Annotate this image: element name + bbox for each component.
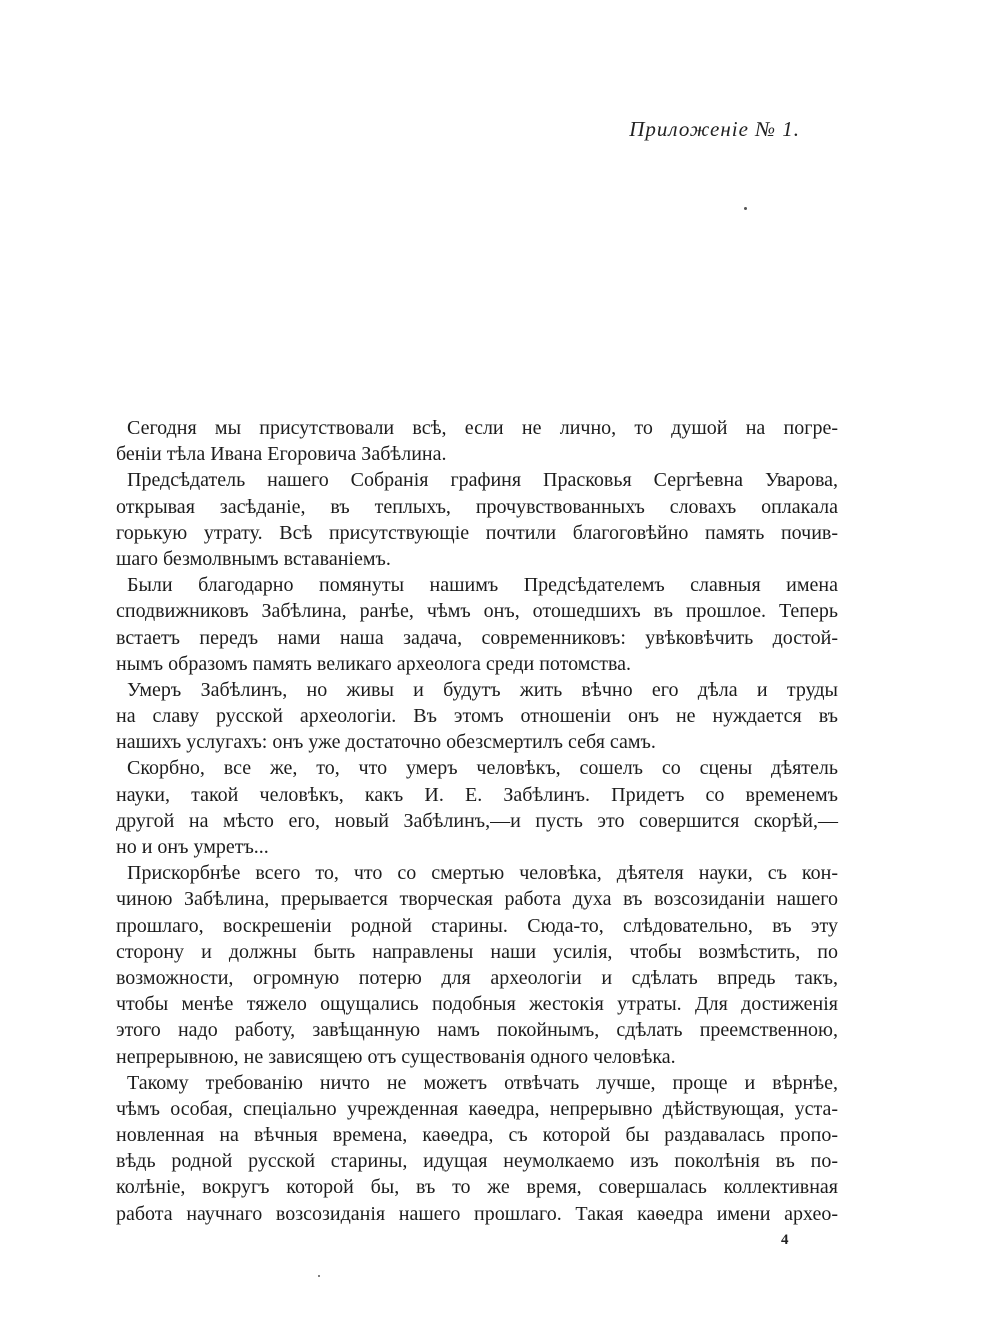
text-line: Умеръ Забѣлинъ, но живы и будутъ жить вѣчно его дѣла и труды bbox=[127, 678, 838, 701]
text-line: Предсѣдатель нашего Собранія графиня Прасковья Сергѣевна Уварова, bbox=[127, 469, 838, 492]
text-line: горькую утрату. Всѣ присутствующіе почтили благоговѣйно память почив- bbox=[116, 521, 838, 544]
text-line: работа научнаго возсозиданія нашего прошлаго. Такая каѳедра имени архео- bbox=[116, 1202, 838, 1225]
text-line: Были благодарно помянуты нашимъ Предсѣдателемъ славныя имена bbox=[127, 574, 838, 597]
text-line: чиною Забѣлина, прерывается творческая работа духа въ возсозиданіи нашего bbox=[116, 888, 838, 911]
text-line: нашихъ услугахъ: онъ уже достаточно обезсмертилъ себя самъ. bbox=[116, 731, 656, 754]
text-line: другой на мѣсто его, новый Забѣлинъ,—и пусть это совершится скорѣй,— bbox=[116, 809, 838, 832]
text-line: колѣніе, вокругъ которой бы, въ то же время, совершалась коллективная bbox=[116, 1176, 838, 1199]
print-speck bbox=[318, 1275, 320, 1277]
text-line: этого надо работу, завѣщанную намъ покойнымъ, сдѣлать преемственною, bbox=[116, 1019, 838, 1042]
text-line: шаго безмолвнымъ вставаніемъ. bbox=[116, 547, 391, 570]
text-line: на славу русской археологіи. Въ этомъ отношеніи онъ не нуждается въ bbox=[116, 705, 838, 728]
text-line: новленная на вѣчныя времена, каѳедра, съ которой бы раздавалась пропо- bbox=[116, 1124, 838, 1147]
paragraph bbox=[116, 860, 838, 1070]
text-line: Сегодня мы присутствовали всѣ, если не лично, то душой на погре- bbox=[127, 417, 838, 439]
appendix-heading: Приложеніе № 1. bbox=[629, 117, 800, 141]
text-line: Прискорбнѣе всего то, что со смертью человѣка, дѣятеля науки, съ кон- bbox=[127, 862, 838, 885]
text-line: чтобы менѣе тяжело ощущались подобныя жестокія утраты. Для достиженія bbox=[116, 993, 838, 1016]
paragraph bbox=[116, 1070, 838, 1227]
text-line: Скорбно, все же, то, что умеръ человѣкъ, сошелъ со сцены дѣятель bbox=[127, 757, 838, 780]
text-line: вѣдь родной русской старины, идущая неумолкаемо изъ поколѣнія въ по- bbox=[116, 1150, 838, 1173]
paragraph bbox=[116, 677, 838, 756]
page-number: 4 bbox=[781, 1232, 789, 1248]
text-line: Такому требованію ничто не можетъ отвѣчать лучше, проще и вѣрнѣе, bbox=[127, 1071, 838, 1094]
text-line: сподвижниковъ Забѣлина, ранѣе, чѣмъ онъ, отошедшихъ въ прошлое. Теперь bbox=[116, 600, 838, 623]
print-speck bbox=[744, 207, 747, 210]
text-line: науки, такой человѣкъ, какъ И. Е. Забѣлинъ. Придетъ со временемъ bbox=[116, 783, 838, 806]
text-line: но и онъ умретъ... bbox=[116, 836, 269, 858]
text-line: сторону и должны быть направлены наши усилія, чтобы возмѣстить, по bbox=[116, 940, 838, 963]
text-line: возможности, огромную потерю для археологіи и сдѣлать впредь такъ, bbox=[116, 966, 838, 989]
paragraph bbox=[116, 467, 838, 572]
paragraph bbox=[116, 415, 838, 467]
text-line: встаетъ передъ нами наша задача, современниковъ: увѣковѣчить достой- bbox=[116, 626, 838, 649]
text-line: прошлаго, воскрешеніи родной старины. Сюда-то, слѣдовательно, въ эту bbox=[116, 914, 838, 937]
paragraph bbox=[116, 572, 838, 677]
text-line: непрерывною, не зависящею отъ существованія одного человѣка. bbox=[116, 1045, 676, 1068]
body-text bbox=[116, 415, 838, 1227]
text-line: чѣмъ особая, спеціально учрежденная каѳедра, непрерывно дѣйствующая, уста- bbox=[116, 1097, 838, 1120]
text-line: открывая засѣданіе, въ теплыхъ, прочувствованныхъ словахъ оплакала bbox=[116, 495, 838, 518]
text-line: беніи тѣла Ивана Егоровича Забѣлина. bbox=[116, 443, 447, 466]
text-line: нымъ образомъ память великаго археолога среди потомства. bbox=[116, 652, 632, 675]
paragraph bbox=[116, 755, 838, 860]
